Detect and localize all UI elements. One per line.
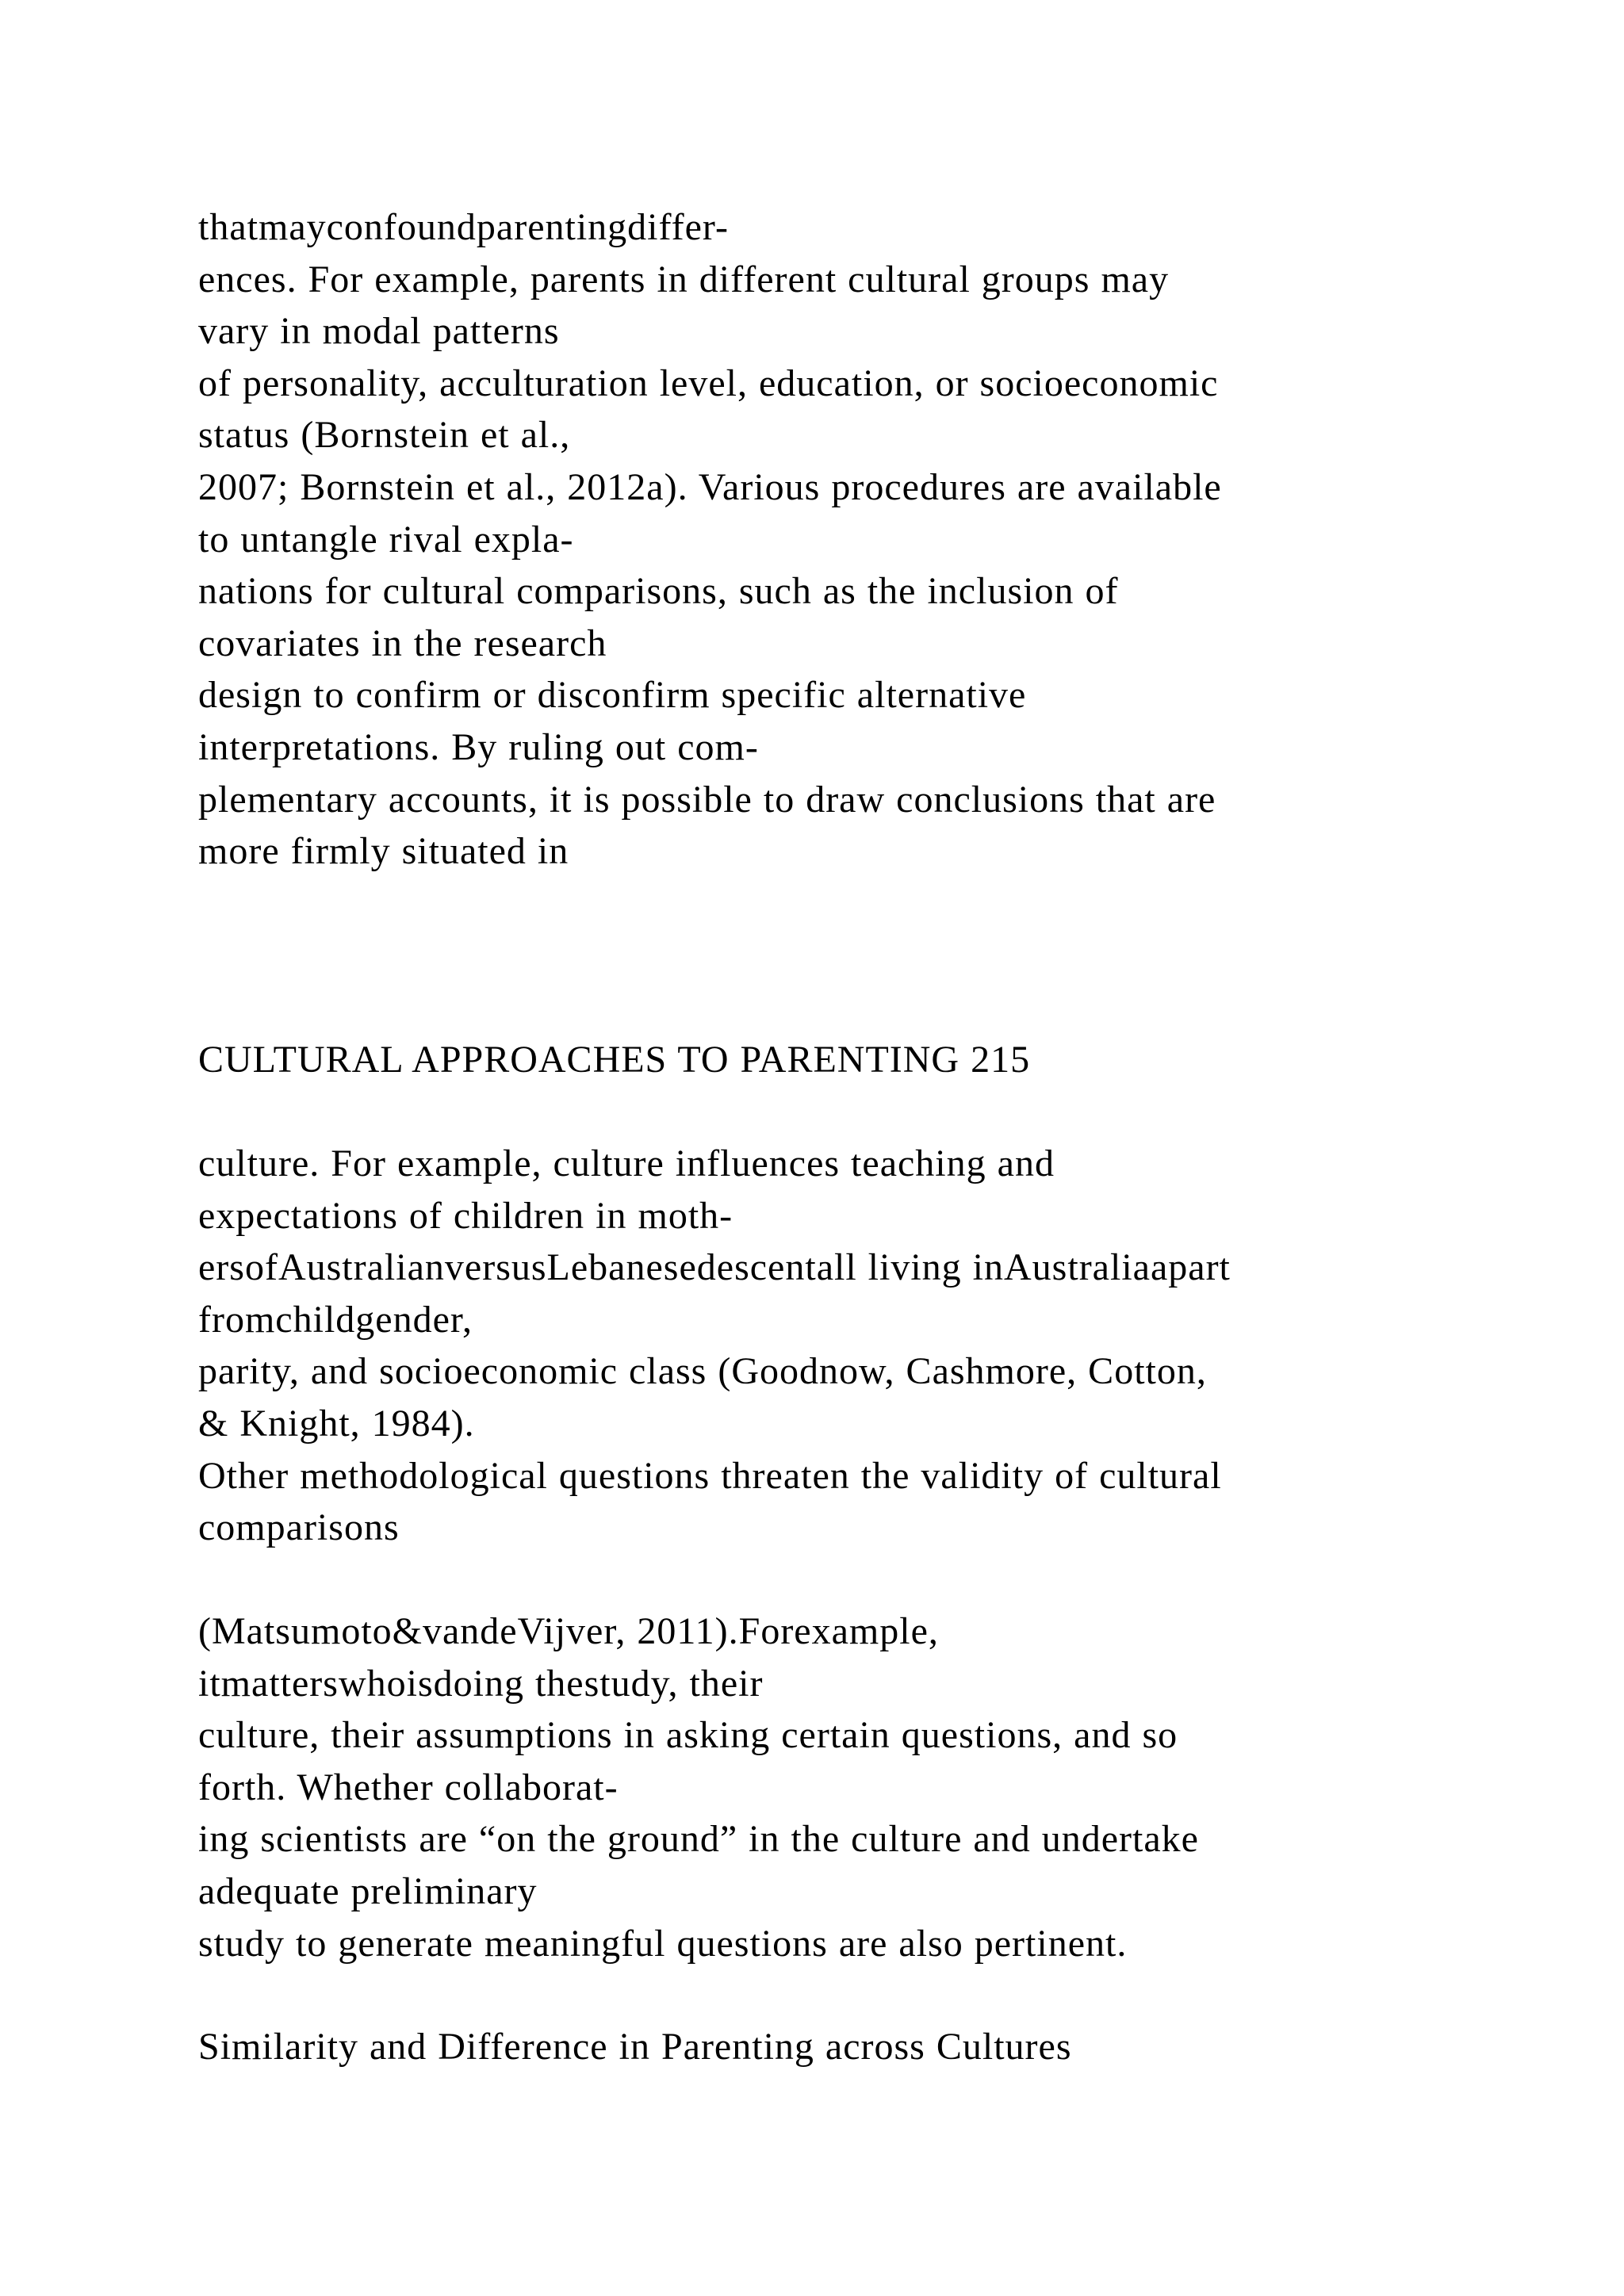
text-line: status (Bornstein et al., [198,414,571,457]
text-line: plementary accounts, it is possible to draw conclusions that are [198,778,1216,821]
text-line: fromchildgender, [198,1298,473,1341]
text-line: more firmly situated in [198,830,569,873]
text-line: ersofAustralianversusLebanesedescentall living inAustraliaapart [198,1246,1231,1289]
text-line: culture, their assumptions in asking certain questions, and so [198,1714,1178,1757]
section-heading [198,2021,1578,2073]
paragraph-confounds [198,201,1578,878]
text-line: ing scientists are “on the ground” in the culture and undertake [198,1818,1199,1861]
text-line: & Knight, 1984). [198,1402,475,1445]
text-line: adequate preliminary [198,1869,538,1912]
text-line: comparisons [198,1506,400,1549]
text-line: ences. For example, parents in different cultural groups may [198,258,1170,300]
text-line: vary in modal patterns [198,310,560,353]
text-line: 2007; Bornstein et al., 2012a). Various procedures are available [198,465,1222,508]
text-line: covariates in the research [198,622,607,664]
paragraph-culture-example [198,1138,1578,1554]
text-line: (Matsumoto&vandeVijver, 2011).Forexample, [198,1610,939,1652]
text-line: interpretations. By ruling out com- [198,725,759,768]
text-line: to untangle rival expla- [198,518,574,561]
paragraph-methodology [198,1605,1578,1969]
text-line: thatmayconfoundparentingdiffer- [198,206,729,248]
text-line: itmatterswhoisdoing thestudy, their [198,1662,764,1705]
section-heading-text: Similarity and Difference in Parenting across Cultures [198,2026,1072,2068]
text-line: culture. For example, culture influences teaching and [198,1142,1055,1184]
text-line: nations for cultural comparisons, such as the inclusion of [198,570,1119,613]
text-line: design to confirm or disconfirm specific alternative [198,674,1027,717]
text-line: Other methodological questions threaten the validity of cultural [198,1454,1222,1497]
text-line: forth. Whether collaborat- [198,1766,619,1808]
text-line: parity, and socioeconomic class (Goodnow, Cashmore, Cotton, [198,1350,1207,1393]
text-line: of personality, acculturation level, education, or socioeconomic [198,362,1219,404]
text-line: expectations of children in moth- [198,1194,733,1237]
running-header-text: CULTURAL APPROACHES TO PARENTING 215 [198,1039,1031,1081]
running-header [198,1034,1578,1086]
text-line: study to generate meaningful questions are also pertinent. [198,1922,1128,1965]
